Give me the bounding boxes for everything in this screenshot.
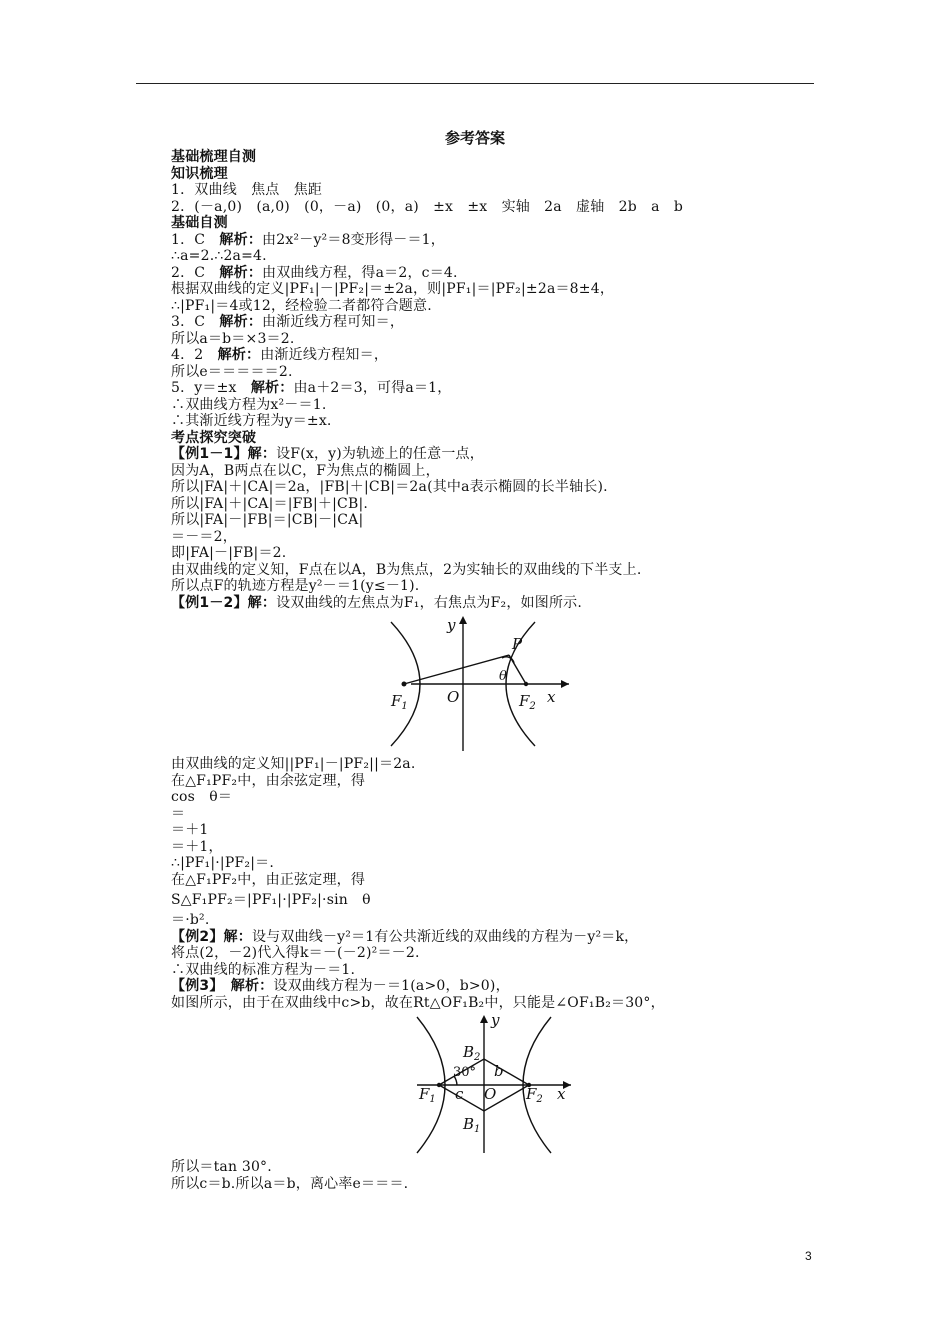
text-line: 在△F₁PF₂中，由余弦定理，得 (171, 772, 366, 789)
header-rule (136, 83, 814, 84)
f1-label: $F_1$ (391, 692, 408, 712)
text-line: ∴|PF₁|＝4或12，经检验二者都符合题意. (171, 297, 432, 314)
p-label: P (512, 635, 523, 653)
answer-body (171, 149, 821, 1192)
text-line: 所以|FA|＋|CA|＝|FB|＋|CB|. (171, 495, 369, 512)
page-number: 3 (805, 1249, 812, 1263)
text-line: 【例1－2】解：设双曲线的左焦点为F₁，右焦点为F₂，如图所示. (171, 594, 582, 611)
text-line: 2．C 解析：由双曲线方程，得a＝2，c＝4. (171, 264, 458, 281)
text-line: 所以点F的轨迹方程是y²－＝1(y≤－1). (171, 578, 420, 594)
origin-label: O (484, 1085, 497, 1103)
x-label: x (547, 688, 556, 706)
text-line: ＝＋1 (171, 822, 209, 838)
text-line: 即|FA|－|FB|＝2. (171, 545, 287, 561)
text-line: ∴a=2.∴2a=4. (171, 248, 267, 264)
text-line: 2．(－a,0) (a,0) (0，－a) (0，a) ±x ±x 实轴 2a 虚轴 2b a b (171, 198, 684, 215)
subsection-heading: 考点探究突破 (171, 429, 257, 446)
text-line: 【例1－1】解：设F(x，y)为轨迹上的任意一点， (171, 446, 484, 462)
text-line: 所以|FA|－|FB|＝|CB|－|CA| (171, 512, 364, 528)
text-line: 所以c＝b.所以a＝b，离心率e＝＝＝. (171, 1175, 409, 1192)
angle-arc (502, 657, 514, 663)
text-line: 因为A，B两点在以C，F为焦点的椭圆上， (171, 462, 440, 479)
text-line: S△F₁PF₂＝|PF₁|·|PF₂|·sin θ (171, 892, 371, 908)
y-label: y (447, 616, 456, 634)
hyperbola-figure-pf1f2 (391, 614, 821, 756)
angle-label: 30° (453, 1065, 477, 1080)
text-line: 1．双曲线 焦点 焦距 (171, 182, 323, 198)
text-line: 在△F₁PF₂中，由正弦定理，得 (171, 871, 366, 888)
b2-label: $B_2$ (463, 1043, 481, 1063)
text-line: ＝＋1， (171, 838, 223, 855)
text-line: 3．C 解析：由渐近线方程可知＝， (171, 314, 405, 330)
text-line: 4．2 解析：由渐近线方程知＝， (171, 347, 389, 363)
x-arrow (561, 680, 569, 688)
x-label: x (557, 1085, 566, 1103)
f2-label: $F_2$ (526, 1085, 543, 1105)
theta-label: θ (499, 669, 507, 684)
text-line: ∴双曲线方程为x²－＝1. (171, 396, 327, 413)
page-title: 参考答案 (444, 129, 505, 147)
point-f1 (402, 682, 407, 687)
text-line: ∴|PF₁|·|PF₂|＝. (171, 855, 274, 871)
text-line: 由双曲线的定义知||PF₁|－|PF₂||＝2a. (171, 756, 416, 772)
text-line: 将点(2，－2)代入得k＝－(－2)²＝－2. (171, 945, 420, 961)
text-line: 5．y＝±x 解析：由a＋2＝3，可得a＝1， (171, 380, 452, 396)
f2-label: $F_2$ (519, 692, 536, 712)
f1-label: $F_1$ (419, 1085, 436, 1105)
text-line: ＝ (171, 805, 186, 822)
text-line: 所以＝tan 30°. (171, 1159, 272, 1175)
text-line: ∴其渐近线方程为y＝±x. (171, 413, 332, 429)
text-line: cos θ＝ (171, 789, 233, 805)
section-heading: 基础梳理自测 (171, 149, 257, 165)
text-line: 1．C 解析：由2x²－y²＝8变形得－＝1， (171, 231, 445, 248)
c-label: c (455, 1085, 464, 1103)
segment-f1p (404, 655, 509, 684)
subsection-heading: 知识梳理 (171, 165, 228, 182)
text-line: 所以e＝＝＝＝＝2. (171, 363, 293, 380)
y-arrow (480, 1015, 488, 1023)
text-line: ＝·b². (171, 912, 210, 928)
text-line: 所以a＝b＝×3＝2. (171, 330, 295, 347)
text-line: 由双曲线的定义知，F点在以A，B为焦点，2为实轴长的双曲线的下半支上. (171, 561, 642, 578)
text-line: ＝－＝2， (171, 528, 237, 545)
text-line: 如图所示，由于在双曲线中c>b，故在Rt△OF₁B₂中，只能是∠OF₁B₂＝30°， (171, 994, 665, 1011)
b1-label: $B_1$ (463, 1115, 481, 1135)
text-line: ∴双曲线的标准方程为－＝1. (171, 961, 356, 978)
point-f2 (524, 682, 528, 686)
y-arrow (459, 616, 467, 624)
b-label: b (494, 1062, 504, 1080)
text-line: 所以|FA|＋|CA|＝2a，|FB|＋|CB|＝2a(其中a表示椭圆的长半轴长). (171, 479, 608, 495)
text-line: 【例3】 解析：设双曲线方程为－＝1(a>0，b>0)， (171, 978, 510, 994)
point-f1 (437, 1083, 441, 1087)
origin-label: O (447, 688, 460, 706)
subsection-heading: 基础自测 (171, 215, 228, 231)
text-line: 【例2】解：设与双曲线－y²＝1有公共渐近线的双曲线的方程为－y²＝k， (171, 928, 639, 945)
hyperbola-figure-b1b2 (407, 1013, 827, 1159)
text-line: 根据双曲线的定义|PF₁|－|PF₂|＝±2a，则|PF₁|＝|PF₂|±2a＝8±4， (171, 281, 615, 297)
y-label: y (491, 1011, 500, 1029)
